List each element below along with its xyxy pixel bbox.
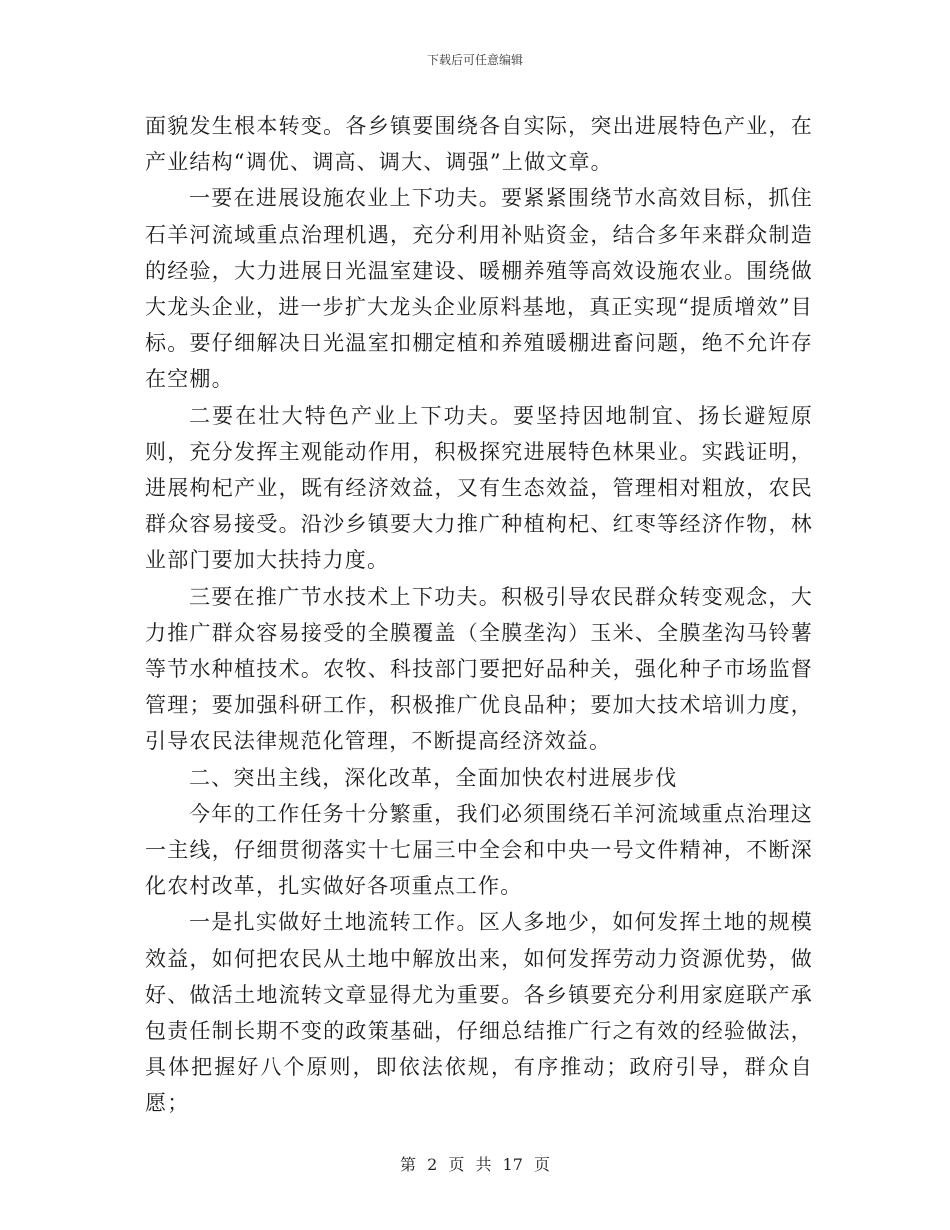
paragraph-land-transfer: 一是扎实做好土地流转工作。区人多地少，如何发挥土地的规模效益，如何把农民从土地中解放出来，如何发挥劳动力资源优势，做好、做活土地流转文章显得尤为重要。各乡镇要充分利用家庭联产承包责任制长期不变的政策基础，仔细总结推广行之有效的经验做法，具体把握好八个原则，即依法依规，有序推动；政府引导，群众自愿； bbox=[145, 910, 813, 1116]
section-heading: 二、突出主线，深化改革，全面加快农村进展步伐 bbox=[189, 765, 678, 790]
page-header-note: 下载后可任意编辑 bbox=[426, 53, 523, 67]
page-number-footer: 第 2 页 共 17 页 bbox=[400, 1155, 550, 1174]
paragraph-facility-agriculture: 一要在进展设施农业上下功夫。要紧紧围绕节水高效目标，抓住石羊河流域重点治理机遇，充分利用补贴资金，结合多年来群众制造的经验，大力进展日光温室建设、暖棚养殖等高效设施农业。围绕做大龙头企业，进一步扩大龙头企业原料基地，真正实现“提质增效”目标。要仔细解决日光温室扣棚定植和养殖暖棚进畜问题，绝不允许存在空棚。 bbox=[145, 186, 813, 392]
document-body bbox=[145, 108, 813, 1122]
paragraph-specialty-industry: 二要在壮大特色产业上下功夫。要坚持因地制宜、扬长避短原则，充分发挥主观能动作用，积极探究进展特色林果业。实践证明，进展枸杞产业，既有经济效益，又有生态效益，管理相对粗放，农民群众容易接受。沿沙乡镇要大力推广种植枸杞、红枣等经济作物，林业部门要加大扶持力度。 bbox=[145, 403, 813, 573]
paragraph-continuation: 面貌发生根本转变。各乡镇要围绕各自实际，突出进展特色产业，在产业结构“调优、调高、调大、调强”上做文章。 bbox=[145, 114, 813, 175]
paragraph-work-tasks: 今年的工作任务十分繁重，我们必须围绕石羊河流域重点治理这一主线，仔细贯彻落实十七届三中全会和中央一号文件精神，不断深化农村改革，扎实做好各项重点工作。 bbox=[145, 801, 813, 899]
paragraph-water-saving: 三要在推广节水技术上下功夫。积极引导农民群众转变观念，大力推广群众容易接受的全膜覆盖（全膜垄沟）玉米、全膜垄沟马铃薯等节水种植技术。农牧、科技部门要把好品种关，强化种子市场监督管理；要加强科研工作，积极推广优良品种；要加大技术培训力度，引导农民法律规范化管理，不断提高经济效益。 bbox=[145, 584, 813, 754]
